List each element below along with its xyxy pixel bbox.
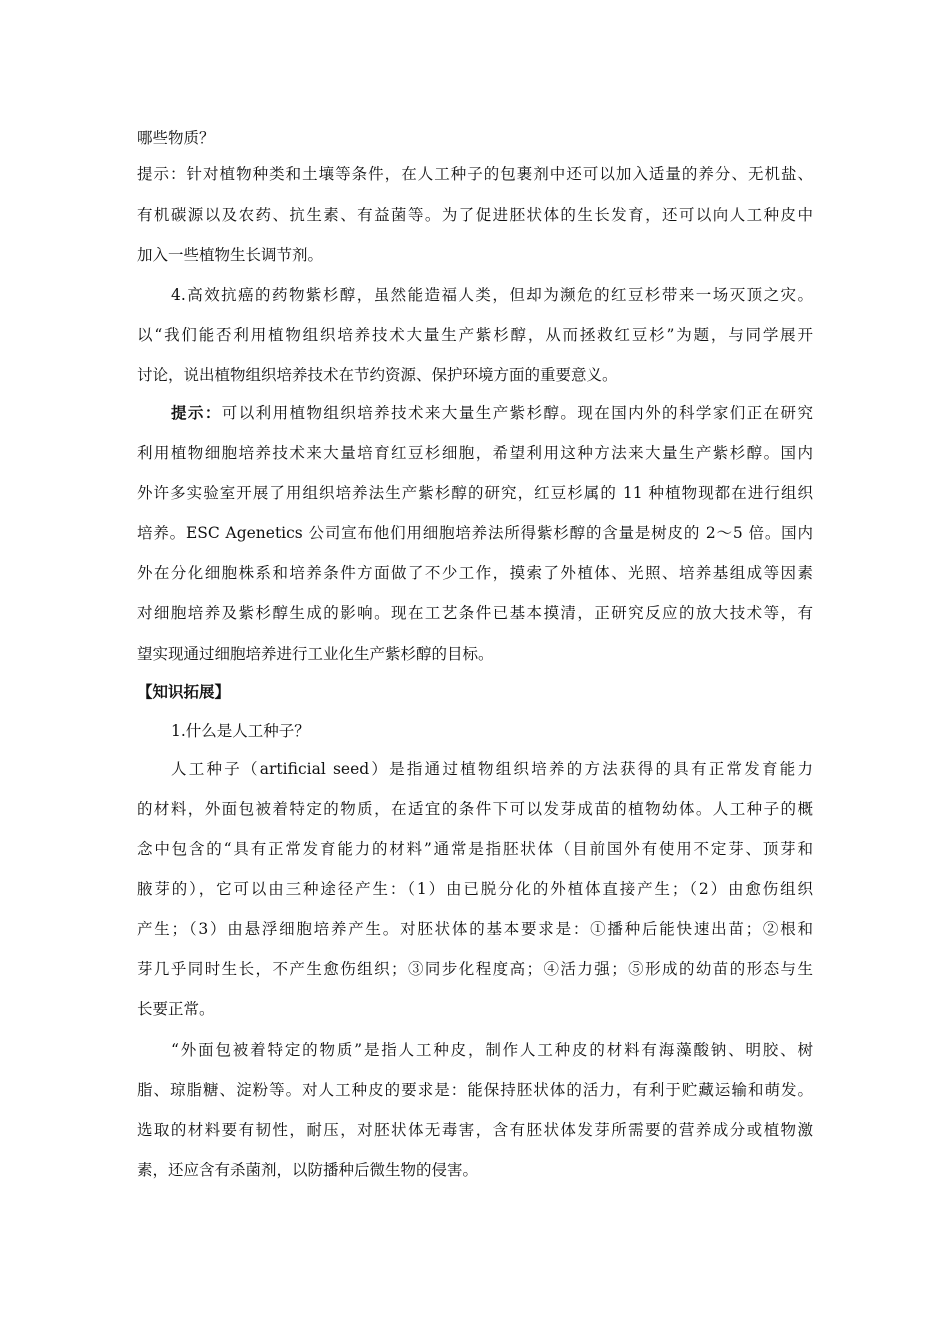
text-line: 芽几乎同时生长，不产生愈伤组织；③同步化程度高；④活力强；⑤形成的幼苗的形态与生	[137, 960, 813, 978]
text-line: 外许多实验室开展了用组织培养法生产紫杉醇的研究，红豆杉属的 11 种植物现都在进行组织	[137, 484, 813, 502]
text-line: 外在分化细胞株系和培养条件方面做了不少工作，摸索了外植体、光照、培养基组成等因素	[137, 564, 813, 582]
hint-paragraph-first-line	[171, 403, 813, 423]
text-line: 素，还应含有杀菌剂，以防播种后微生物的侵害。	[137, 1161, 479, 1179]
text-line: 产生；（3）由悬浮细胞培养产生。对胚状体的基本要求是：①播种后能快速出苗；②根和	[137, 920, 813, 938]
text-line: 念中包含的“具有正常发育能力的材料”通常是指胚状体（目前国外有使用不定芽、顶芽和	[137, 840, 813, 858]
text-line: “外面包被着特定的物质”是指人工种皮，制作人工种皮的材料有海藻酸钠、明胶、树	[171, 1041, 813, 1059]
section-heading: 【知识拓展】	[137, 682, 231, 701]
text-line: 脂、琼脂糖、淀粉等。对人工种皮的要求是：能保持胚状体的活力，有利于贮藏运输和萌发。	[137, 1081, 813, 1099]
text-line: 人工种子（artificial seed）是指通过植物组织培养的方法获得的具有正常发育能力	[171, 760, 813, 778]
text-line: 对细胞培养及紫杉醇生成的影响。现在工艺条件已基本摸清，正研究反应的放大技术等，有	[137, 604, 813, 622]
text-line: 有机碳源以及农药、抗生素、有益菌等。为了促进胚状体的生长发育，还可以向人工种皮中	[137, 206, 813, 224]
text-line: 讨论，说出植物组织培养技术在节约资源、保护环境方面的重要意义。	[137, 366, 618, 384]
text-line: 选取的材料要有韧性，耐压，对胚状体无毒害，含有胚状体发芽所需要的营养成分或植物激	[137, 1121, 813, 1139]
text-line: 望实现通过细胞培养进行工业化生产紫杉醇的目标。	[137, 645, 494, 663]
question-heading: 1.什么是人工种子？	[171, 722, 310, 740]
text-line: 的材料，外面包被着特定的物质，在适宜的条件下可以发芽成苗的植物幼体。人工种子的概	[137, 800, 813, 818]
text-line: 腋芽的），它可以由三种途径产生：（1）由已脱分化的外植体直接产生；（2）由愈伤组织	[137, 880, 813, 898]
text-line: 长要正常。	[137, 1000, 215, 1018]
text-span: 可以利用植物组织培养技术来大量生产紫杉醇。现在国内外的科学家们正在研究	[221, 404, 813, 422]
text-line: 加入一些植物生长调节剂。	[137, 246, 324, 264]
text-line: 以“我们能否利用植物组织培养技术大量生产紫杉醇，从而拯救红豆杉”为题，与同学展开	[137, 326, 813, 344]
text-line: 4.高效抗癌的药物紫杉醇，虽然能造福人类，但却为濒危的红豆杉带来一场灭顶之灾。	[171, 286, 813, 304]
hint-label: 提示：	[171, 403, 222, 422]
text-line: 利用植物细胞培养技术来大量培育红豆杉细胞，希望利用这种方法来大量生产紫杉醇。国内	[137, 444, 813, 462]
text-line: 培养。ESC Agenetics 公司宣布他们用细胞培养法所得紫杉醇的含量是树皮的 2～5 倍。国内	[137, 524, 813, 542]
text-line: 哪些物质？	[137, 129, 215, 147]
text-line: 提示：针对植物种类和土壤等条件，在人工种子的包裹剂中还可以加入适量的养分、无机盐、	[137, 165, 813, 183]
